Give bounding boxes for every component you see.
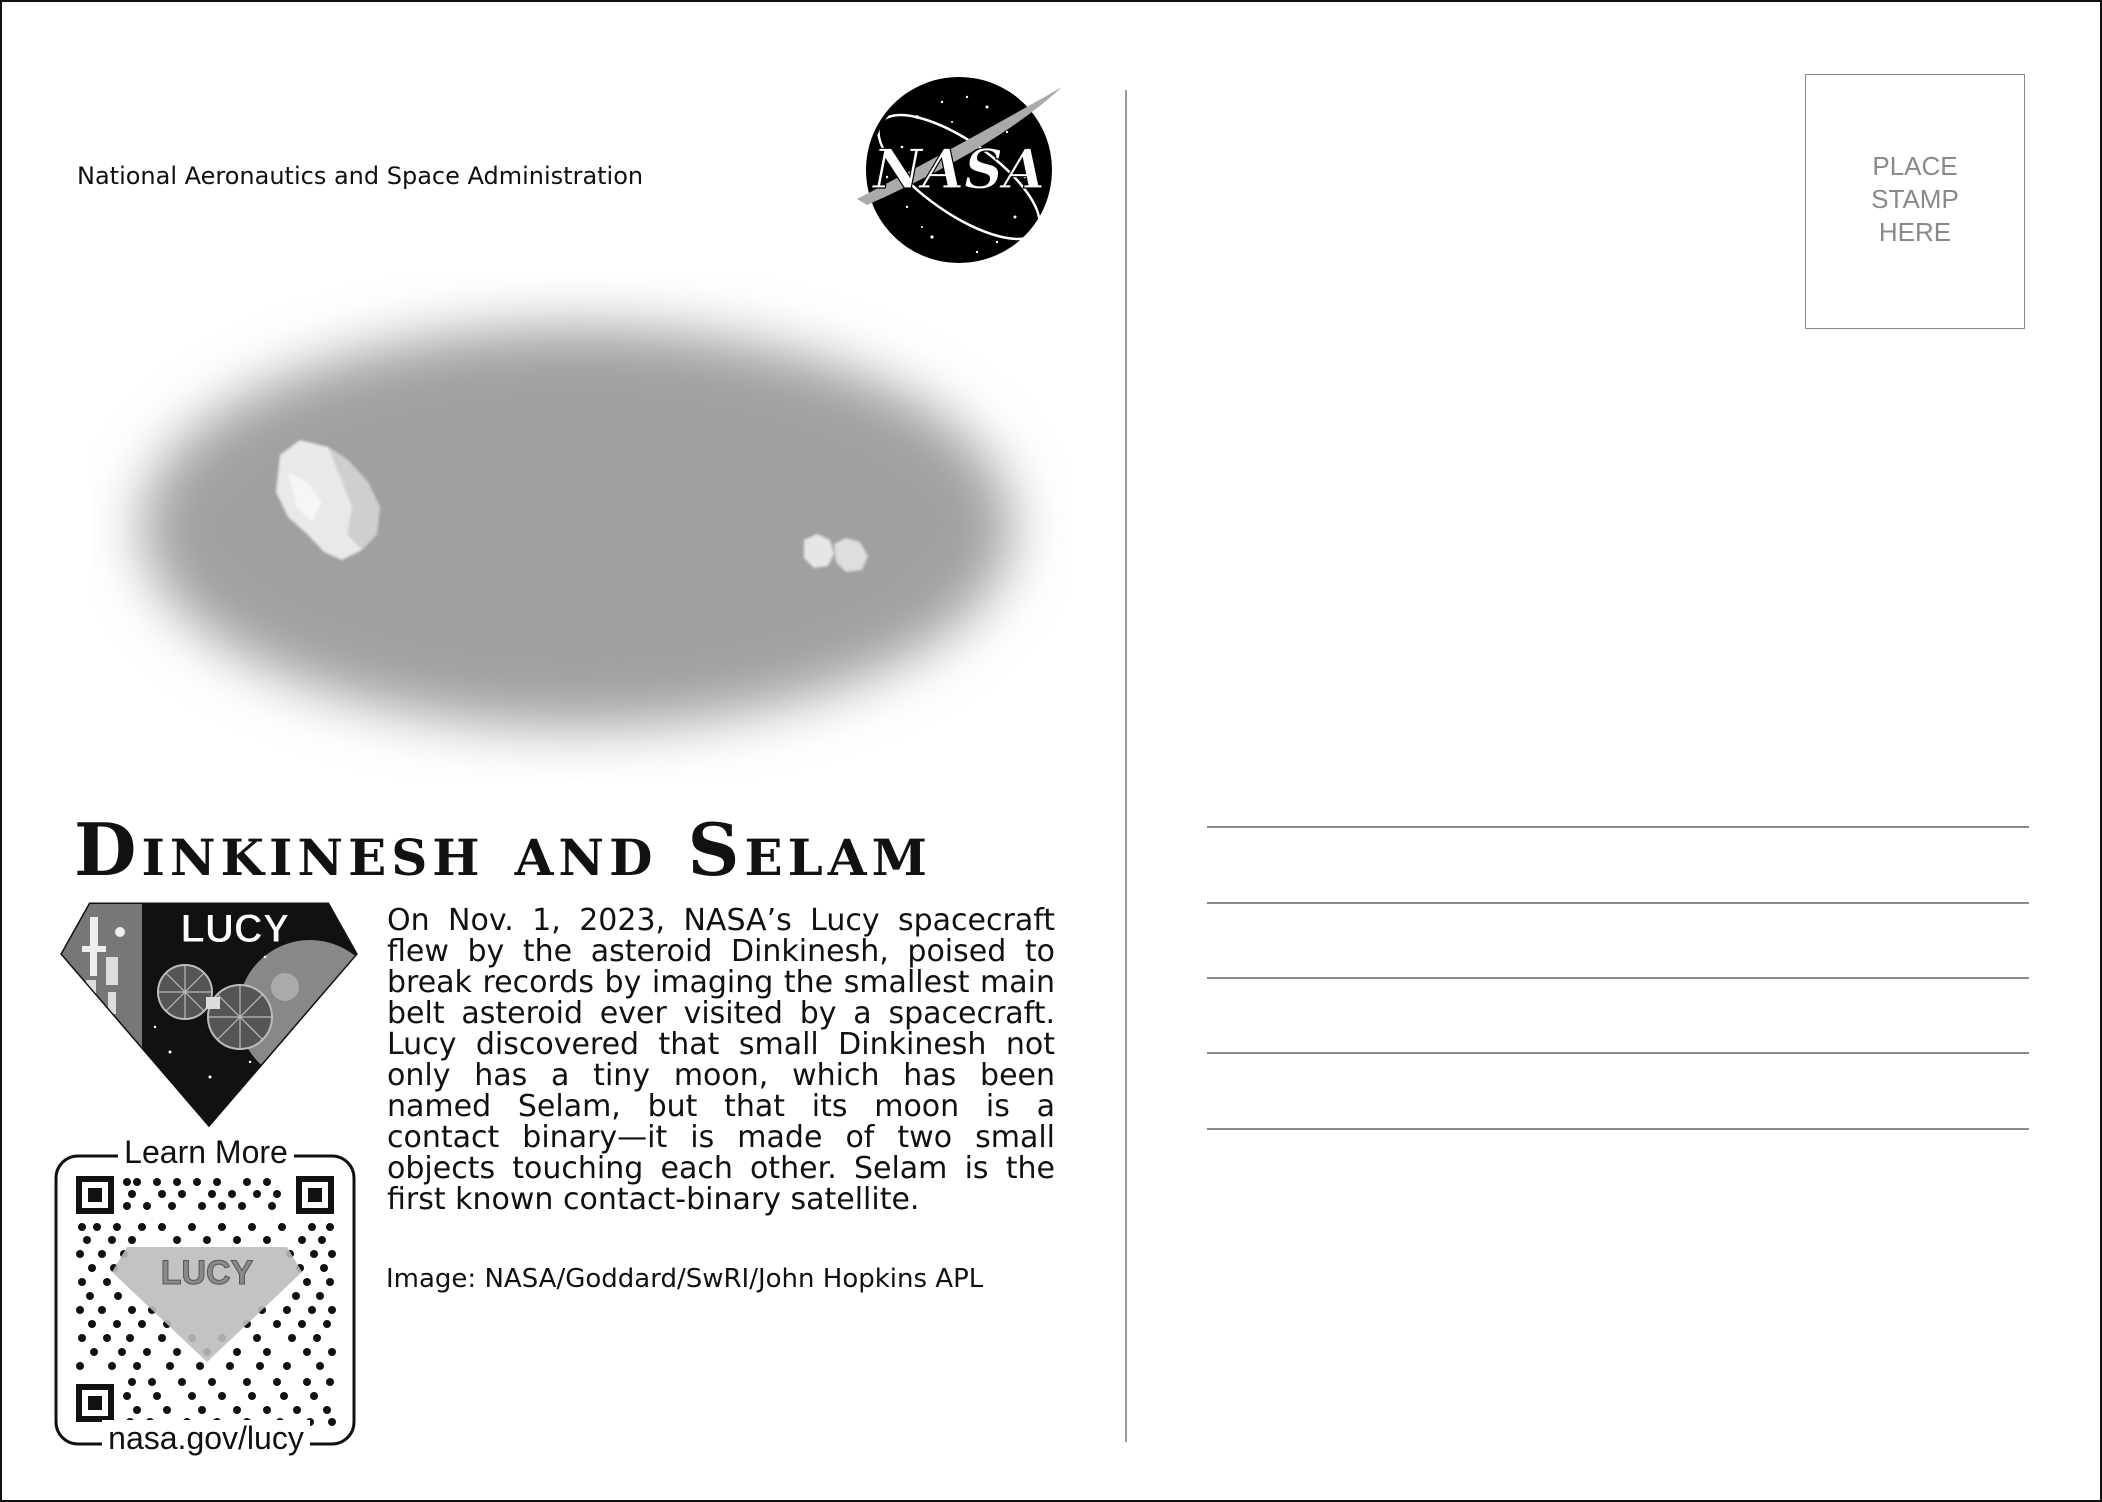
qr-lucy-label: LUCY (160, 1254, 254, 1292)
address-line[interactable] (1207, 1128, 2029, 1130)
qr-code-icon[interactable] (52, 1132, 360, 1457)
nasa-lucy-url[interactable]: nasa.gov/lucy (102, 1420, 310, 1456)
agency-name: National Aeronautics and Space Administration (77, 162, 644, 190)
address-line[interactable] (1207, 826, 2029, 828)
learn-more-label: Learn More (118, 1134, 294, 1170)
stamp-line-stamp: STAMP (1871, 184, 1959, 214)
qr-code-block[interactable] (52, 1132, 360, 1457)
nasa-meatball-icon (847, 77, 1087, 277)
asteroid-photo (92, 272, 1072, 782)
lucy-patch-label: LUCY (180, 907, 290, 951)
stamp-box (1805, 74, 2025, 329)
address-line[interactable] (1207, 1052, 2029, 1054)
nasa-logo-text: NASA (872, 137, 1046, 201)
postcard-body-text: On Nov. 1, 2023, NASA’s Lucy spacecraft flew by the asteroid Dinkinesh, poised to break records by imaging the smallest main belt asteroid ever visited by a spacecraft. Lucy discovered that small Dinkinesh not only has a tiny moon, which has been named Selam, but that its moon is a contact binary—it is made of two small objects touching each other. Selam is the first known contact-binary satellite. (387, 903, 1055, 1217)
stamp-line-here: HERE (1878, 217, 1952, 247)
address-line[interactable] (1207, 977, 2029, 979)
image-credit: Image: NASA/Goddard/SwRI/John Hopkins APL (386, 1264, 984, 1294)
lucy-mission-patch-icon (60, 902, 358, 1127)
postcard-title: Dinkinesh and Selam (74, 807, 932, 892)
center-divider (1125, 90, 1127, 1442)
stamp-line-place: PLACE (1872, 151, 1958, 181)
address-line[interactable] (1207, 902, 2029, 904)
